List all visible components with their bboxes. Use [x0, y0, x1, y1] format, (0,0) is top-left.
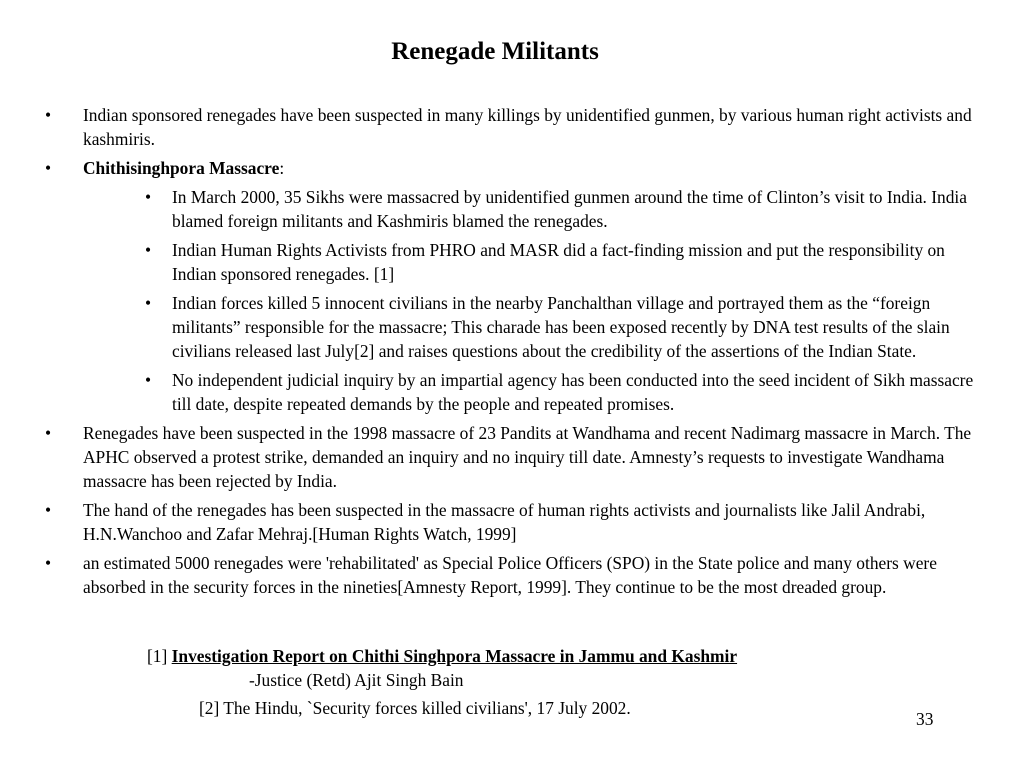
list-item-text: Indian sponsored renegades have been suspected in many killings by unidentified gunmen, by various human right activists and kashmiris.: [83, 105, 972, 149]
bullet-icon: •: [145, 293, 152, 313]
list-item: [0, 551, 983, 599]
list-item: [0, 291, 982, 363]
list-item: [0, 421, 983, 493]
list-item: [0, 156, 983, 180]
list-item: [0, 238, 982, 286]
reference-1-marker: [1]: [147, 646, 172, 666]
bullet-icon: •: [145, 187, 152, 207]
heading-suffix: :: [279, 158, 285, 178]
bullet-icon: •: [45, 423, 52, 443]
bullet-icon: •: [145, 370, 152, 390]
list-item-text: Indian Human Rights Activists from PHRO and MASR did a fact-finding mission and put the responsibility on Indian sponsored renegades. [1]: [172, 240, 945, 284]
list-item: [0, 185, 982, 233]
list-item-text: Indian forces killed 5 innocent civilians in the nearby Panchalthan village and portrayed them as the “foreign militants” responsible for the massacre; This charade has been exposed recently by DNA test results of the slain civilians released last July[2] and raises questions about the credibility of the assertions of the Indian State.: [172, 293, 950, 361]
reference-2: [2] The Hindu, `Security forces killed civilians', 17 July 2002.: [199, 698, 631, 718]
bullet-icon: •: [45, 500, 52, 520]
section-heading: Chithisinghpora Massacre: [83, 158, 280, 178]
list-item-text: In March 2000, 35 Sikhs were massacred by unidentified gunmen around the time of Clinton’s visit to India. India blamed foreign militants and Kashmiris blamed the renegades.: [172, 187, 967, 231]
list-item-text: No independent judicial inquiry by an impartial agency has been conducted into the seed incident of Sikh massacre till date, despite repeated demands by the people and repeated promises.: [172, 370, 974, 414]
reference-1-link[interactable]: Investigation Report on Chithi Singhpora Massacre in Jammu and Kashmir: [171, 646, 738, 666]
list-item-text: an estimated 5000 renegades were 'rehabilitated' as Special Police Officers (SPO) in the State police and many others were absorbed in the security forces in the nineties[Amnesty Report, 1999]. They continue to be the most dreaded group.: [83, 553, 937, 597]
bullet-icon: •: [45, 158, 52, 178]
reference-1: [147, 644, 737, 668]
list-item-text: The hand of the renegades has been suspected in the massacre of human rights activists and journalists like Jalil Andrabi, H.N.Wanchoo and Zafar Mehraj.[Human Rights Watch, 1999]: [83, 500, 926, 544]
bullet-list: [0, 103, 1024, 604]
reference-1-author: -Justice (Retd) Ajit Singh Bain: [249, 670, 464, 690]
list-item-text: Renegades have been suspected in the 1998 massacre of 23 Pandits at Wandhama and recent Nadimarg massacre in March. The APHC observed a protest strike, demanded an inquiry and no inquiry till date. Amnesty’s requests to investigate Wandhama massacre has been rejected by India.: [83, 423, 972, 491]
list-item: [0, 498, 983, 546]
list-item: [0, 368, 982, 416]
bullet-icon: •: [45, 105, 52, 125]
bullet-icon: •: [45, 553, 52, 573]
slide-title: Renegade Militants: [391, 38, 599, 65]
page-number: 33: [916, 709, 934, 729]
bullet-icon: •: [145, 240, 152, 260]
list-item: [0, 103, 983, 151]
